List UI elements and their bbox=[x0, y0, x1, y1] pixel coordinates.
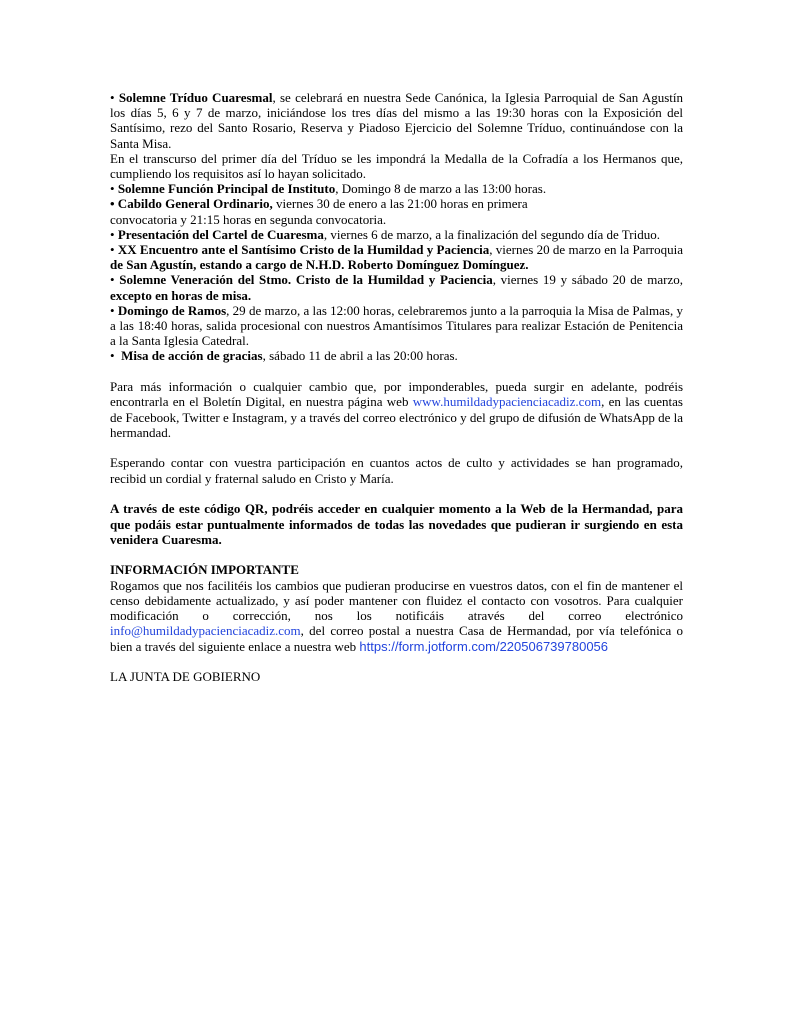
info-paragraph bbox=[110, 379, 683, 440]
event-funcion-principal bbox=[110, 181, 683, 196]
bullet: • bbox=[110, 242, 118, 258]
event-text: viernes 30 de enero a las 21:00 horas en primera bbox=[272, 196, 528, 212]
closing-paragraph: Esperando contar con vuestra participación en cuantos actos de culto y actividades se han programado, recibid un cordial y fraternal saludo en Cristo y María. bbox=[110, 455, 683, 486]
document-body bbox=[110, 90, 683, 684]
event-title: Presentación del Cartel de Cuaresma bbox=[117, 226, 324, 242]
event-cabildo bbox=[110, 196, 683, 211]
event-title: Solemne Veneración del Stmo. Cristo de la Humildad y Paciencia bbox=[119, 272, 493, 288]
info-text-after: , en las cuentas de Facebook, Twitter e Instagram, y a través del correo electrónico y del grupo de difusión de WhatsApp de la hermandad. bbox=[110, 394, 683, 440]
qr-paragraph bbox=[110, 501, 683, 547]
important-heading bbox=[110, 562, 683, 577]
event-text: , sábado 11 de abril a las 20:00 horas. bbox=[262, 348, 458, 364]
event-misa-gracias bbox=[110, 348, 683, 363]
event-text: , viernes 19 y sábado 20 de marzo, bbox=[492, 272, 683, 288]
event-triduo bbox=[110, 90, 683, 151]
event-title: Domingo de Ramos bbox=[117, 302, 227, 318]
important-text: Rogamos que nos facilitéis los cambios que pudieran producirse en vuestros datos, con el fin de mantener el censo debidamente actualizado, y así poder mantener con fluidez el contacto con vosotros. Para cualquier modificación o corrección, nos los notificáis através del correo electrónico bbox=[110, 577, 683, 624]
bullet: • bbox=[110, 272, 120, 288]
form-link[interactable]: https://form.jotform.com/220506739780056 bbox=[359, 638, 609, 654]
event-title: Misa de acción de gracias bbox=[121, 348, 263, 364]
email-link[interactable]: info@humildadypacienciacadiz.com bbox=[110, 623, 301, 639]
event-encuentro bbox=[110, 242, 683, 272]
important-heading-text: INFORMACIÓN IMPORTANTE bbox=[110, 562, 299, 578]
event-text: , se celebrará en nuestra Sede Canónica, la Iglesia Parroquial de San Agustín los días 5, 6 y 7 de marzo, iniciándose los tres días del mismo a las 19:30 horas con la Exposición del Santísimo, rezo del Santo Rosario, Reserva y Piadoso Ejercicio del Solemne Tríduo, continuándose con la Santa Misa. bbox=[110, 90, 684, 151]
signature: LA JUNTA DE GOBIERNO bbox=[110, 669, 261, 685]
event-title: XX Encuentro ante el Santísimo Cristo de la Humildad y Paciencia bbox=[117, 242, 490, 258]
event-text: , Domingo 8 de marzo a las 13:00 horas. bbox=[335, 181, 547, 197]
event-veneracion bbox=[110, 272, 683, 302]
event-text: , 29 de marzo, a las 12:00 horas, celebraremos junto a la parroquia la Misa de Palmas, y a las 18:40 horas, salida procesional con nuestros Amantísimos Titulares para realizar Estación de Penitencia a la Santa Iglesia Catedral. bbox=[110, 302, 683, 349]
bullet: • bbox=[110, 90, 119, 105]
qr-text: A través de este código QR, podréis acceder en cualquier momento a la Web de la Hermandad, para que podáis estar puntualmente informados de todas las novedades que pudieran ir surgiendo en esta venidera Cuaresma. bbox=[110, 501, 683, 547]
bullet: • bbox=[110, 226, 118, 242]
bullet: • bbox=[110, 181, 118, 197]
event-title: Solemne Función Principal de Instituto bbox=[117, 181, 336, 197]
info-text: Para más información o cualquier cambio que, por imponderables, pueda surgir en adelante, podréis encontrarla en el Boletín Digital, en nuestra página web bbox=[110, 379, 683, 410]
event-cartel bbox=[110, 227, 683, 242]
event-bold-detail: excepto en horas de misa. bbox=[110, 287, 252, 303]
bullet: • bbox=[110, 302, 118, 318]
event-title: Solemne Tríduo Cuaresmal bbox=[118, 90, 273, 105]
bullet: • bbox=[110, 348, 122, 364]
event-cabildo-continued: convocatoria y 21:15 horas en segunda convocatoria. bbox=[110, 211, 387, 227]
event-triduo-note: En el transcurso del primer día del Tríduo se les impondrá la Medalla de la Cofradía a los Hermanos que, cumpliendo los requisitos así lo hayan solicitado. bbox=[110, 150, 683, 182]
event-text: , viernes 6 de marzo, a la finalización del segundo día de Triduo. bbox=[323, 226, 660, 242]
website-link[interactable]: www.humildadypacienciacadiz.com bbox=[412, 394, 602, 410]
important-paragraph bbox=[110, 578, 683, 654]
event-domingo-ramos bbox=[110, 303, 683, 349]
important-text-middle: , del correo postal a nuestra Casa de Hermandad, por vía telefónica o bien a través del siguiente enlace a nuestra web bbox=[110, 623, 683, 654]
event-bold-detail: de San Agustín, estando a cargo de N.H.D. Roberto Domínguez Domínguez. bbox=[110, 257, 529, 273]
event-title: • Cabildo General Ordinario, bbox=[110, 196, 273, 212]
event-text: , viernes 20 de marzo en la Parroquia bbox=[489, 242, 683, 258]
